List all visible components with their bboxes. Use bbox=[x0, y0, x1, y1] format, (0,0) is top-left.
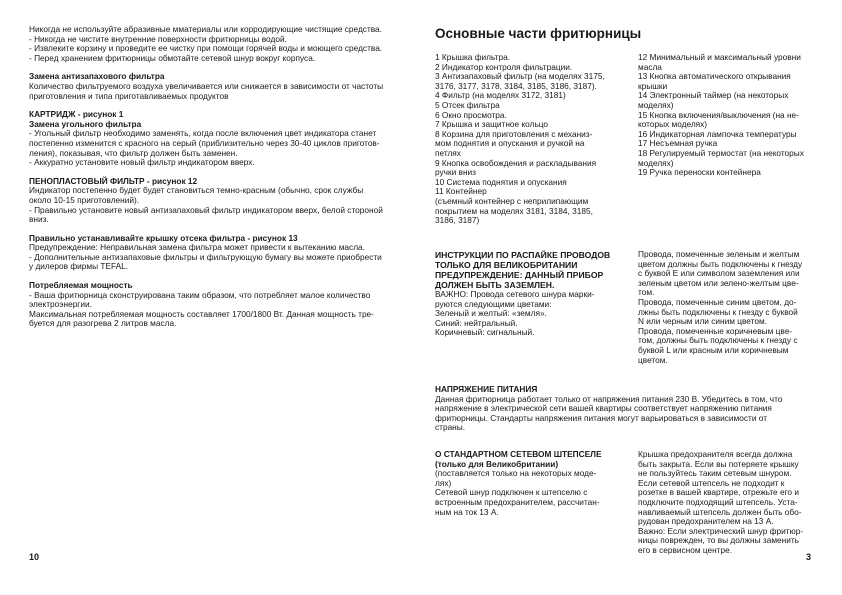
list-item: 10 Система поднятия и опускания bbox=[435, 176, 567, 187]
section-heading: ПЕНОПЛАСТОВЫЙ ФИЛЬТР - рисунок 12 bbox=[29, 175, 198, 186]
text-line: Количество фильтруемого воздуха увеличивается или снижается в зависимости от частоты bbox=[29, 80, 384, 91]
text-line: цветом. bbox=[638, 354, 668, 365]
foam-filter-section bbox=[29, 177, 407, 225]
text-line: - Правильно установите новый антизапаховый фильтр индикатором вверх, белой стороной bbox=[29, 204, 383, 215]
voltage-section bbox=[435, 385, 814, 433]
text-line: - Никогда не чистите внутренние поверхности фритюрницы водой. bbox=[29, 33, 287, 44]
parts-list-left bbox=[435, 53, 627, 226]
text-line: около 10-15 приготовлений). bbox=[29, 194, 140, 205]
text-line: Синий: нейтральный. bbox=[435, 317, 518, 328]
list-item: 7 Крышка и защитное кольцо bbox=[435, 119, 549, 130]
section-heading: ПРЕДУПРЕЖДЕНИЕ: ДАННЫЙ ПРИБОР bbox=[435, 270, 604, 280]
text-line: Индикатор постепенно будет будет становиться темно-красным (обычно, срок службы bbox=[29, 185, 364, 196]
text-line: вниз. bbox=[29, 214, 49, 225]
text-line: буквой L или красным или коричневым bbox=[638, 344, 789, 355]
section-heading: КАРТРИДЖ - рисунок 1 bbox=[29, 109, 124, 120]
text-line: розетке в вашей квартире, отрежьте его и bbox=[638, 487, 799, 498]
list-item: 3186, 3187) bbox=[435, 215, 480, 226]
text-line: - Перед хранением фритюрницы обмотайте сетевой шнур вокруг корпуса. bbox=[29, 52, 316, 63]
list-item: масла bbox=[638, 61, 662, 72]
text-line: зеленым цветом или зелено-желтым цве- bbox=[638, 277, 799, 288]
section-heading: Замена антизапахового фильтра bbox=[29, 71, 165, 82]
text-line: буется для разогрева 2 литров масла. bbox=[29, 318, 177, 329]
text-line: его в сервисном центре. bbox=[638, 544, 733, 555]
text-line: навливаемый штепсель должен быть обо- bbox=[638, 506, 802, 517]
list-item: 2 Индикатор контроля фильтрации. bbox=[435, 61, 573, 72]
text-line: Если сетевой штепсель не подходит к bbox=[638, 477, 785, 488]
list-item: петлях bbox=[435, 147, 461, 158]
list-item: 16 Индикаторная лампочка температуры bbox=[638, 128, 797, 139]
list-item: 17 Несъемная ручка bbox=[638, 138, 718, 149]
text-line: встроенным предохранителем, рассчитан- bbox=[435, 496, 600, 507]
text-line: Крышка предохранителя всегда должна bbox=[638, 449, 793, 459]
text-line: Данная фритюрница работает только от напряжения питания 230 В. Убедитесь в том, что bbox=[435, 393, 783, 404]
text-line: - Ваша фритюрница сконструирована таким образом, что потребляет малое количество bbox=[29, 289, 371, 300]
section-heading: Потребляемая мощность bbox=[29, 280, 133, 291]
text-line: ным на ток 13 А. bbox=[435, 506, 499, 517]
section-heading: ДОЛЖЕН БЫТЬ ЗАЗЕМЛЕН. bbox=[435, 280, 555, 290]
text-line: том. bbox=[638, 287, 655, 298]
text-line: Коричневый: сигнальный. bbox=[435, 327, 535, 338]
text-line: N или черным или синим цветом. bbox=[638, 316, 767, 327]
list-item: моделях) bbox=[638, 157, 674, 168]
text-line: - Извлеките корзину и проведите ее чистку при помощи горячей воды и моющего средства. bbox=[29, 43, 383, 54]
power-section bbox=[29, 281, 407, 329]
parts-list-right bbox=[638, 53, 814, 178]
text-line: Важно: Если электрический шнур фритюр- bbox=[638, 525, 804, 536]
text-line: не пользуйтесь таким сетевым шнуром. bbox=[638, 468, 792, 479]
list-item: 15 Кнопка включения/выключения (на не- bbox=[638, 109, 799, 120]
list-item: (съемный контейнер с неприлипающим bbox=[435, 195, 589, 206]
section-heading: Правильно устанавливайте крышку отсека фильтра - рисунок 13 bbox=[29, 232, 298, 243]
list-item: 12 Минимальный и максимальный уровни bbox=[638, 52, 801, 62]
filter-lid-section bbox=[29, 234, 407, 272]
text-line: Провода, помеченные синим цветом, до- bbox=[638, 296, 797, 307]
list-item: 1 Крышка фильтра. bbox=[435, 52, 511, 62]
list-item: 9 Кнопка освобождения и раскладывания bbox=[435, 157, 597, 168]
list-item: 3176, 3177, 3178, 3184, 3185, 3186, 3187). bbox=[435, 80, 597, 91]
text-line: электроэнергии. bbox=[29, 299, 92, 310]
list-item: крышки bbox=[638, 80, 668, 91]
text-line: у дилеров фирмы TEFAL. bbox=[29, 261, 129, 272]
list-item: 19 Ручка переноски контейнера bbox=[638, 167, 761, 178]
list-item: моделях) bbox=[638, 99, 674, 110]
list-item: покрытием на моделях 3181, 3184, 3185, bbox=[435, 205, 593, 216]
text-line: напряжение в электрической сети вашей квартиры соответствует напряжению питания bbox=[435, 403, 772, 414]
text-line: приготовления и типа приготавливаемых продуктов bbox=[29, 90, 229, 101]
page-number: 10 bbox=[29, 552, 40, 562]
list-item: мом поднятия и опускания и ручкой на bbox=[435, 138, 585, 149]
left-page-text bbox=[29, 25, 407, 338]
list-item: 8 Корзина для приготовления с механиз- bbox=[435, 128, 593, 139]
list-item: 5 Отсек фильтра bbox=[435, 99, 500, 110]
text-line: - Аккуратно установите новый фильтр индикатором вверх. bbox=[29, 157, 255, 168]
section-subheading: Замена угольного фильтра bbox=[29, 118, 142, 129]
text-line: том, должны быть подключены к гнезду с bbox=[638, 335, 798, 346]
text-line: страны. bbox=[435, 422, 466, 433]
page-number: 3 bbox=[805, 552, 811, 562]
list-item: 13 Кнопка автоматического открывания bbox=[638, 71, 791, 82]
text-line: постепенно изменится с красного на серый (приблизительно через 30-40 циклов приготов- bbox=[29, 137, 380, 148]
list-item: 6 Окно просмотра. bbox=[435, 109, 507, 120]
text-line: (поставляется только на некоторых моде- bbox=[435, 468, 597, 479]
text-line: - Дополнительные антизапаховые фильтры и фильтрующую бумагу вы можете приобрести bbox=[29, 251, 382, 262]
text-line: Никогда не используйте абразивные мматериалы или корродирующие чистящие средства. bbox=[29, 24, 382, 34]
plug-section bbox=[435, 450, 619, 517]
list-item: 11 Контейнер bbox=[435, 186, 487, 197]
text-line: Сетевой шнур подключен к штепселю с bbox=[435, 487, 588, 498]
fuse-notes bbox=[638, 450, 814, 556]
list-item: 4 Фильтр (на моделях 3172, 3181) bbox=[435, 90, 566, 101]
cartridge-section bbox=[29, 110, 407, 168]
list-item: 18 Регулируемый термостат (на некоторых bbox=[638, 147, 804, 158]
list-item: ручки вниз bbox=[435, 167, 476, 178]
text-line: Предупреждение: Неправильная замена фильтра может привести к вытеканию масла. bbox=[29, 242, 365, 253]
section-subheading: (только для Великобритании) bbox=[435, 458, 559, 469]
text-line: быть закрыта. Если вы потеряете крышку bbox=[638, 458, 799, 469]
text-line: - Угольный фильтр необходимо заменять, когда после включения цвет индикатора станет bbox=[29, 128, 377, 139]
text-line: Провода, помеченные зеленым и желтым bbox=[638, 249, 800, 259]
antiodor-section bbox=[29, 72, 407, 101]
text-line: лжны быть подключены к гнезду с буквой bbox=[638, 306, 798, 317]
cleaning-section bbox=[29, 25, 407, 63]
list-item: 14 Электронный таймер (на некоторых bbox=[638, 90, 789, 101]
page-title: Основные части фритюрницы bbox=[435, 26, 642, 41]
text-line: ВАЖНО: Провода сетевого шнура марки- bbox=[435, 289, 595, 299]
list-item: 3 Антизапаховый фильтр (на моделях 3175, bbox=[435, 71, 605, 82]
section-heading: ТОЛЬКО ДЛЯ ВЕЛИКОБРИТАНИИ bbox=[435, 260, 578, 270]
text-line: подключите подходящий штепсель. Уста- bbox=[638, 496, 798, 507]
right-page bbox=[421, 0, 842, 595]
section-heading: ИНСТРУКЦИИ ПО РАСПАЙКЕ ПРОВОДОВ bbox=[435, 250, 611, 260]
text-line: Провода, помеченные коричневым цве- bbox=[638, 325, 793, 336]
text-line: фритюрницы. Стандарты напряжения питания могут варьироваться в зависимости от bbox=[435, 412, 767, 423]
wiring-instructions bbox=[435, 250, 619, 338]
text-line: рудован предохранителем на 13 А. bbox=[638, 516, 774, 527]
text-line: Максимальная потребляемая мощность составляет 1700/1800 Вт. Данная мощность тре- bbox=[29, 308, 374, 319]
section-heading: НАПРЯЖЕНИЕ ПИТАНИЯ bbox=[435, 384, 538, 394]
text-line: Зеленый и желтый: «земля». bbox=[435, 308, 547, 319]
wiring-colors bbox=[638, 250, 814, 365]
section-heading: О СТАНДАРТНОМ СЕТЕВОМ ШТЕПСЕЛЕ bbox=[435, 449, 602, 459]
text-line: лях) bbox=[435, 477, 452, 488]
text-line: ления), показывая, что фильтр должен быть заменен. bbox=[29, 147, 238, 158]
text-line: руются следующими цветами: bbox=[435, 298, 552, 309]
text-line: ницы поврежден, то вы должны заменить bbox=[638, 535, 799, 546]
list-item: которых моделях) bbox=[638, 119, 708, 130]
text-line: с буквой Е или символом заземления или bbox=[638, 268, 800, 279]
text-line: цветом должны быть подключены к гнезду bbox=[638, 258, 803, 269]
